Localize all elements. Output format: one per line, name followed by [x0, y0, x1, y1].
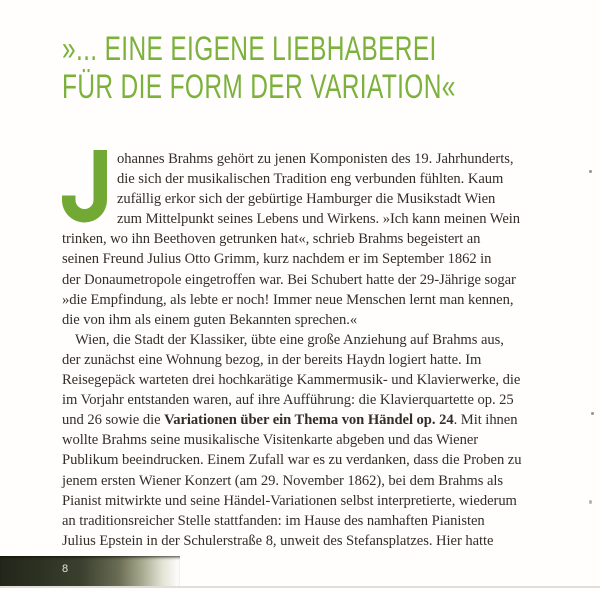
text-line: wollte Brahms seine musikalische Visitenkarte abgeben und das Wiener [62, 432, 479, 449]
scan-speck [589, 170, 592, 173]
chapter-title-line1: »... EINE EIGENE LIEBHABEREI [62, 30, 437, 68]
text-line: Wien, die Stadt der Klassiker, übte eine große Anziehung auf Brahms aus, [75, 331, 504, 348]
chapter-title [62, 31, 456, 106]
text-line: jenem ersten Wiener Konzert (am 29. November 1862), bei dem Brahms als [62, 472, 504, 489]
text-line: die von ihm als einem guten Bekannten sprechen.« [62, 311, 358, 328]
text-span: und 26 sowie die [62, 412, 165, 429]
text-line: Publikum beeindrucken. Einem Zufall war es zu verdanken, dass die Proben zu [62, 452, 522, 469]
text-line: im Vorjahr entstanden waren, auf ihre Aufführung: die Klavierquartette op. 25 [62, 392, 514, 409]
text-line: zum Mittelpunkt seines Lebens und Wirkens. »Ich kann meinen Wein [117, 211, 521, 228]
text-line: der Donaumetropole eingetroffen war. Bei Schubert hatte der 29-Jährige sogar [62, 271, 516, 288]
text-line [62, 410, 567, 430]
chapter-title-line2: FÜR DIE FORM DER VARIATION« [62, 67, 456, 106]
scan-speck [591, 412, 594, 415]
text-line: trinken, wo ihn Beethoven getrunken hat«, schrieb Brahms begeistert an [62, 231, 481, 248]
text-line: seinen Freund Julius Otto Grimm, kurz nachdem er im September 1862 in [62, 251, 492, 268]
text-line: ohannes Brahms gehört zu jenen Komponisten des 19. Jahrhunderts, [117, 151, 514, 167]
text-line: die sich der musikalischen Tradition eng verbunden fühlten. Kaum [117, 171, 504, 188]
text-span: . Mit ihnen [453, 412, 518, 429]
page-number-bar [0, 556, 180, 586]
page-number: 8 [62, 563, 69, 575]
text-line: »die Empfindung, als lebte er noch! Immer neue Menschen lernt man kennen, [62, 291, 514, 308]
body-text [62, 149, 567, 551]
text-line: Pianist mitwirkte und seine Händel-Variationen selbst interpretierte, wiederum [62, 492, 517, 509]
scan-page-edge [0, 586, 600, 588]
work-title-bold: Variationen über ein Thema von Händel op. 24 [164, 412, 454, 429]
text-line: der zunächst eine Wohnung bezog, in der bereits Haydn logiert hatte. Im [62, 351, 482, 368]
text-line: Reisegepäck warteten drei hochkarätige Kammermusik- und Klavierwerke, die [62, 372, 521, 389]
text-line: zufällig erkor sich der gebürtige Hamburger die Musikstadt Wien [117, 191, 496, 208]
scan-speck [589, 500, 592, 504]
text-line: Julius Epstein in der Schulerstraße 8, unweit des Stefansplatzes. Hier hatte [62, 532, 494, 549]
text-line: an traditionsreicher Stelle stattfanden: im Hause des namhaften Pianisten [62, 512, 485, 529]
